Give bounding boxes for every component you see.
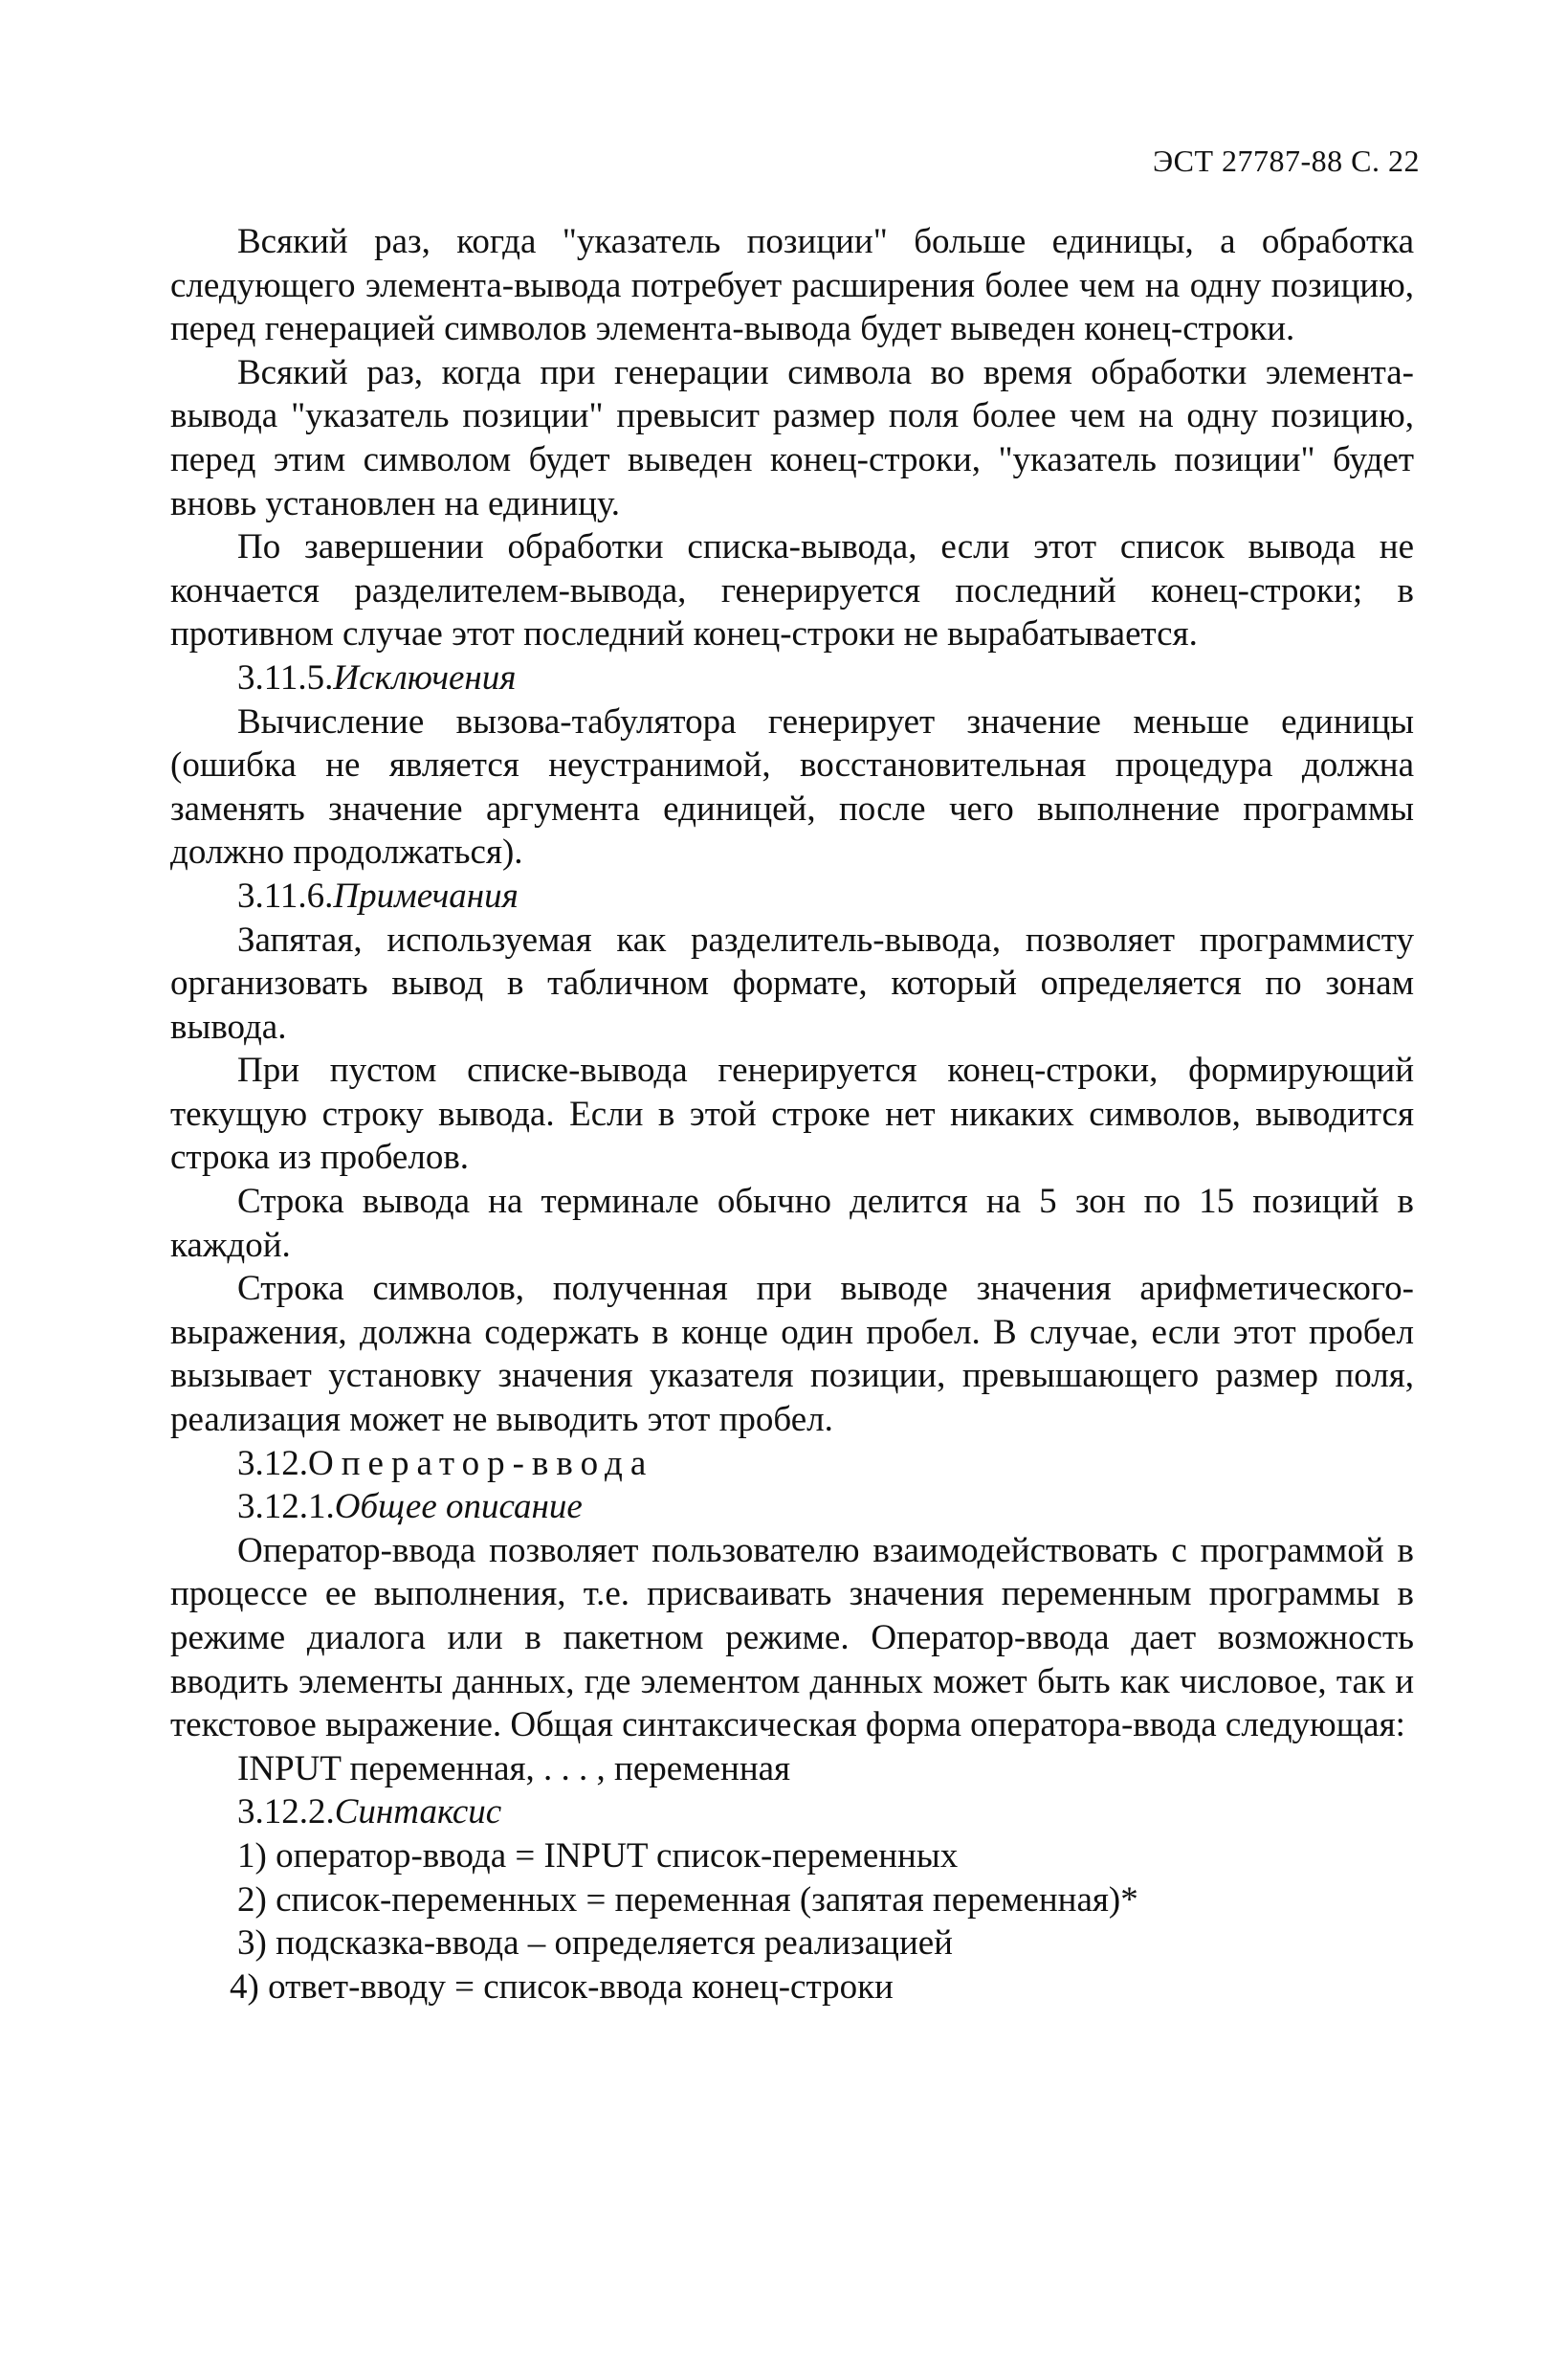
section-title: Примечания	[333, 876, 519, 916]
section-heading-3-12	[170, 1442, 1414, 1486]
section-number: 3.11.5.	[237, 657, 334, 698]
paragraph: Всякий раз, когда при генерации символа во время обработки элемента-вывода "указатель позиции" превысит размер поля более чем на одну позицию, перед этим символом будет выведен конец-строки, "указатель позиции" будет вновь установлен на единицу.	[170, 352, 1414, 523]
section-heading-3-11-6	[170, 875, 1414, 919]
syntax-item: 3) подсказка-ввода – определяется реализацией	[237, 1923, 953, 1964]
section-heading-3-12-2	[170, 1790, 1414, 1834]
section-heading-3-11-5	[170, 656, 1414, 700]
section-heading-3-12-1	[170, 1485, 1414, 1529]
syntax-form: INPUT переменная, . . . , переменная	[237, 1748, 791, 1788]
section-title: Оператор-ввода	[308, 1443, 654, 1483]
section-title: Общее описание	[334, 1487, 583, 1527]
paragraph: Оператор-ввода позволяет пользователю взаимодействовать с программой в процессе ее выполнения, т.е. присваивать значения переменным программы в режиме диалога или в пакетном режиме. Оператор-ввода дает возможность вводить элементы данных, где элементом данных может быть как числовое, так и текстовое выражение. Общая синтаксическая форма оператора-ввода следующая:	[170, 1530, 1414, 1745]
paragraph: Вычисление вызова-табулятора генерирует значение меньше единицы (ошибка не является неустранимой, восстановительная процедура должна заменять значение аргумента единицей, после чего выполнение программы должно продолжаться).	[170, 701, 1414, 873]
paragraph: При пустом списке-вывода генерируется конец-строки, формирующий текущую строку вывода. Если в этой строке нет никаких символов, выводится строка из пробелов.	[170, 1051, 1414, 1178]
section-number: 3.12.	[237, 1443, 308, 1483]
syntax-item: 4) ответ-вводу = список-ввода конец-строки	[230, 1966, 894, 2007]
page-header: ЭСТ 27787-88 С. 22	[1152, 144, 1420, 178]
section-number: 3.11.6.	[237, 876, 334, 916]
section-title: Синтаксис	[334, 1792, 502, 1832]
paragraph: По завершении обработки списка-вывода, если этот список вывода не кончается разделителем-вывода, генерируется последний конец-строки; в противном случае этот последний конец-строки не вырабатывается.	[170, 527, 1414, 655]
paragraph: Запятая, используемая как разделитель-вывода, позволяет программисту организовать вывод в табличном формате, который определяется по зонам вывода.	[170, 920, 1414, 1047]
document-body	[170, 220, 1414, 2009]
section-title: Исключения	[333, 657, 517, 698]
syntax-item: 1) оператор-ввода = INPUT список-переменных	[237, 1835, 959, 1876]
paragraph: Всякий раз, когда "указатель позиции" больше единицы, а обработка следующего элемента-вывода потребует расширения более чем на одну позицию, перед генерацией символов элемента-вывода будет выведен конец-строки.	[170, 222, 1414, 349]
paragraph: Строка символов, полученная при выводе значения арифметического-выражения, должна содержать в конце один пробел. В случае, если этот пробел вызывает установку значения указателя позиции, превышающего размер поля, реализация может не выводить этот пробел.	[170, 1269, 1414, 1440]
paragraph: Строка вывода на терминале обычно делится на 5 зон по 15 позиций в каждой.	[170, 1182, 1414, 1265]
section-number: 3.12.2.	[237, 1792, 335, 1832]
section-number: 3.12.1.	[237, 1487, 335, 1527]
syntax-item: 2) список-переменных = переменная (запятая переменная)*	[237, 1879, 1138, 1920]
